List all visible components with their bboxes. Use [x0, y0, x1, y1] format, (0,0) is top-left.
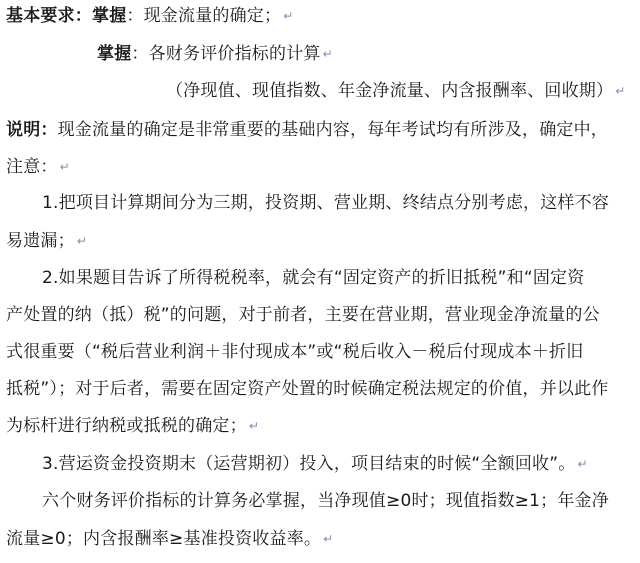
- paragraph-mark-icon: ↵: [323, 532, 334, 546]
- requirement-line-3: [166, 79, 625, 103]
- point-2-text-4: 抵税”）；对于后者，需要在固定资产处置的时候确定税法规定的价值，并以此作: [6, 379, 609, 399]
- point-2-line-5: [6, 414, 259, 438]
- point-2-text-1: 2.如果题目告诉了所得税税率，就会有“固定资产的折旧抵税”和“固定资: [42, 268, 585, 288]
- note-line: [6, 155, 70, 179]
- paragraph-mark-icon: ↵: [577, 457, 588, 471]
- point-4-text-2: 流量≥0；内含报酬率≥基准投资收益率。: [6, 529, 322, 549]
- point-4-line-2: [6, 527, 333, 551]
- point-2-text-2: 产处置的纳（抵）税”的问题，对于前者，主要在营业期，营业现金净流量的公: [6, 305, 600, 325]
- point-1-text-2: 易遗漏；: [6, 231, 75, 251]
- point-3-text-1: 3.营运资金投资期末（运营期初）投入，项目结束的时候“全额回收”。: [42, 454, 576, 474]
- paragraph-mark-icon: ↵: [615, 84, 626, 98]
- point-2-line-3: [6, 340, 583, 364]
- master-keyword-2: 掌握: [97, 44, 132, 64]
- point-2-text-3: 式很重要（“税后营业利润＋非付现成本”或“税后收入－税后付现成本＋折旧: [6, 342, 584, 362]
- point-4-text-1: 六个财务评价指标的计算务必掌握，当净现值≥0时；现值指数≥1；年金净: [42, 491, 609, 511]
- point-2-line-4: [6, 377, 609, 401]
- requirement-line-2: [97, 42, 333, 66]
- paragraph-mark-icon: ↵: [59, 160, 70, 174]
- explanation-label: 说明：: [6, 120, 58, 140]
- point-2-line-2: [6, 303, 600, 327]
- point-2-text-5: 为标杆进行纳税或抵税的确定；: [6, 416, 247, 436]
- paragraph-mark-icon: ↵: [248, 419, 260, 433]
- paragraph-mark-icon: ↵: [322, 47, 333, 61]
- note-label: 注意：: [6, 157, 58, 177]
- requirement-1-text: ：现金流量的确定；: [126, 6, 282, 26]
- requirement-line-1: [6, 4, 293, 28]
- explanation-line: [6, 118, 608, 142]
- requirement-label: 基本要求：: [6, 6, 92, 26]
- paragraph-mark-icon: ↵: [76, 234, 88, 248]
- master-keyword-1: 掌握: [92, 6, 127, 26]
- requirement-2-text: ：各财务评价指标的计算: [131, 44, 321, 64]
- point-1-text-1: 1.把项目计算期间分为三期，投资期、营业期、终结点分别考虑，这样不容: [42, 193, 610, 213]
- point-3-line-1: [42, 452, 588, 476]
- point-1-line-2: [6, 229, 87, 253]
- explanation-text: 现金流量的确定是非常重要的基础内容，每年考试均有所涉及，确定中，: [57, 120, 609, 140]
- point-4-line-1: [42, 489, 609, 513]
- point-1-line-1: [42, 191, 609, 215]
- point-2-line-1: [42, 266, 584, 290]
- paragraph-mark-icon: ↵: [283, 9, 294, 23]
- requirement-2-detail: （净现值、现值指数、年金净流量、内含报酬率、回收期）: [166, 81, 614, 101]
